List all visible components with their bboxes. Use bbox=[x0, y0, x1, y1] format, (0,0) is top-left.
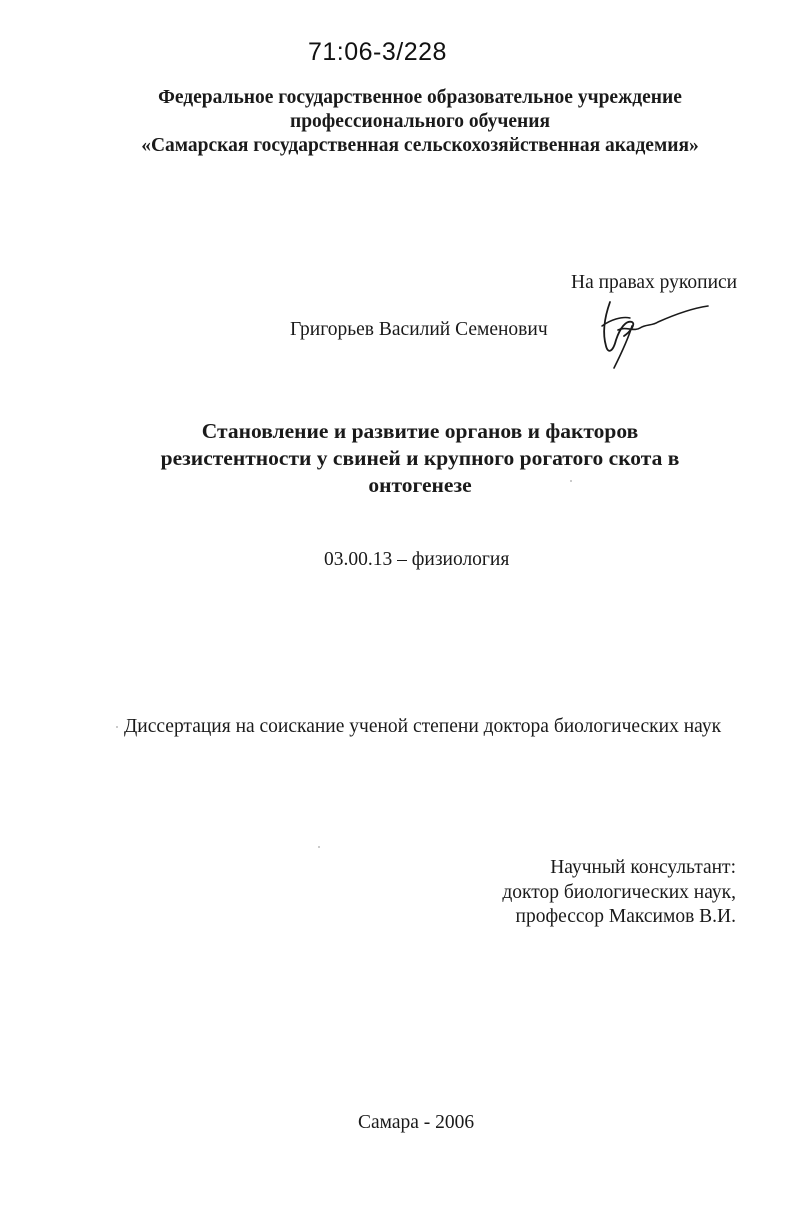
author-name: Григорьев Василий Семенович bbox=[290, 319, 548, 340]
scan-speck bbox=[570, 480, 572, 482]
dissertation-note: Диссертация на соискание ученой степени доктора биологических наук bbox=[124, 716, 722, 737]
institution-line-3: «Самарская государственная сельскохозяйственная академия» bbox=[141, 135, 699, 156]
advisor-line-2: доктор биологических наук, bbox=[502, 881, 736, 903]
advisor-line-1: Научный консультант: bbox=[550, 857, 736, 878]
institution-header bbox=[100, 86, 740, 158]
specialty-code: 03.00.13 – физиология bbox=[324, 549, 510, 570]
signature-image bbox=[596, 296, 712, 370]
scan-speck bbox=[116, 726, 118, 728]
advisor-line-3: профессор Максимов В.И. bbox=[515, 906, 736, 927]
title-line-1: Становление и развитие органов и факторов bbox=[201, 419, 639, 443]
city-year: Самара - 2006 bbox=[358, 1112, 475, 1133]
institution-line-2: профессионального обучения bbox=[289, 111, 551, 132]
title-line-3: онтогенезе bbox=[368, 473, 472, 497]
scientific-advisor bbox=[440, 856, 736, 930]
title-line-2: резистентности у свиней и крупного рогатого скота в bbox=[160, 446, 680, 470]
institution-line-1: Федеральное государственное образовательное учреждение bbox=[158, 87, 682, 108]
dissertation-title bbox=[140, 418, 700, 499]
catalog-number: 71:06-3/228 bbox=[308, 38, 447, 66]
scan-speck bbox=[318, 846, 320, 848]
manuscript-note: На правах рукописи bbox=[571, 272, 738, 293]
